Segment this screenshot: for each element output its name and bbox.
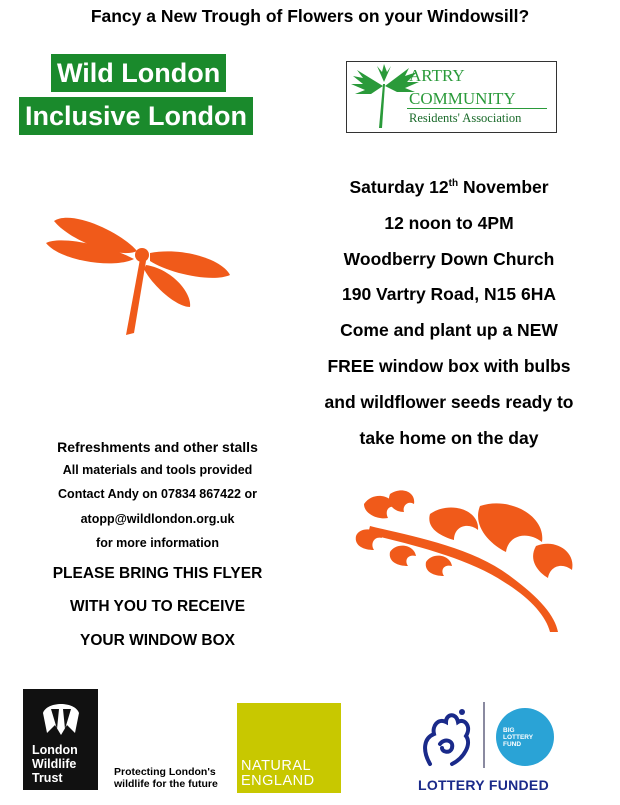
natural-england-line: NATURAL bbox=[241, 758, 312, 774]
contact-text: Contact Andy on 07834 867422 or bbox=[58, 487, 257, 502]
natural-england-line: ENGLAND bbox=[241, 773, 315, 789]
vartry-logo-line2: COMMUNITY bbox=[409, 89, 516, 108]
natural-england-text bbox=[241, 759, 315, 789]
crossed-fingers-icon bbox=[416, 704, 478, 770]
flower-branch-icon bbox=[350, 486, 580, 636]
lwt-name-line: London bbox=[32, 743, 78, 757]
bring-flyer-line: WITH YOU TO RECEIVE bbox=[69, 598, 246, 616]
lwt-name-line: Wildlife bbox=[32, 757, 77, 771]
natural-england-logo bbox=[237, 703, 341, 793]
badger-icon bbox=[37, 695, 85, 739]
big-lottery-line: FUND bbox=[503, 741, 522, 748]
wild-london-banner: Wild London bbox=[51, 54, 226, 92]
event-venue: Woodberry Down Church bbox=[343, 248, 555, 269]
inclusive-london-banner: Inclusive London bbox=[19, 97, 253, 135]
event-address: 190 Vartry Road, N15 6HA bbox=[342, 284, 556, 305]
london-wildlife-trust-logo bbox=[23, 689, 98, 790]
event-description-line: take home on the day bbox=[359, 427, 539, 448]
event-time: 12 noon to 4PM bbox=[384, 212, 514, 233]
big-lottery-line: LOTTERY bbox=[503, 734, 534, 741]
lwt-name bbox=[32, 743, 78, 785]
refreshments-text: Refreshments and other stalls bbox=[57, 439, 258, 455]
lwt-name-line: Trust bbox=[32, 771, 63, 785]
dragonfly-icon bbox=[42, 203, 242, 343]
lwt-tagline-line: wildlife for the future bbox=[114, 778, 218, 790]
more-info-text: for more information bbox=[96, 536, 219, 551]
vartry-community-logo bbox=[346, 61, 557, 133]
lottery-divider bbox=[483, 702, 485, 768]
event-date bbox=[296, 170, 602, 206]
event-details bbox=[296, 170, 602, 456]
lottery-funded-label: LOTTERY FUNDED bbox=[418, 777, 549, 793]
event-date-month: November bbox=[458, 177, 549, 197]
event-description-line: FREE window box with bulbs bbox=[327, 355, 571, 376]
info-block bbox=[20, 436, 295, 656]
lwt-tagline bbox=[114, 766, 218, 790]
big-lottery-fund-text bbox=[503, 727, 547, 748]
event-description-line: Come and plant up a NEW bbox=[340, 320, 558, 341]
materials-text: All materials and tools provided bbox=[62, 463, 253, 477]
event-description-line: and wildflower seeds ready to bbox=[324, 391, 574, 412]
big-lottery-line: BIG bbox=[503, 727, 515, 734]
event-date-day: Saturday 12 bbox=[349, 177, 449, 197]
bring-flyer-line: YOUR WINDOW BOX bbox=[80, 631, 235, 649]
event-date-ordinal: th bbox=[448, 178, 459, 189]
lwt-tagline-line: Protecting London's bbox=[114, 766, 216, 778]
bring-flyer-line: PLEASE BRING THIS FLYER bbox=[52, 564, 263, 582]
contact-email: atopp@wildlondon.org.uk bbox=[80, 511, 235, 526]
vartry-logo-line1: ARTRY bbox=[409, 66, 465, 85]
big-lottery-fund-logo bbox=[496, 708, 554, 766]
flyer-headline: Fancy a New Trough of Flowers on your Windowsill? bbox=[90, 6, 530, 26]
vartry-logo-line3: Residents' Association bbox=[409, 111, 522, 125]
vartry-logo-rule bbox=[407, 108, 547, 109]
